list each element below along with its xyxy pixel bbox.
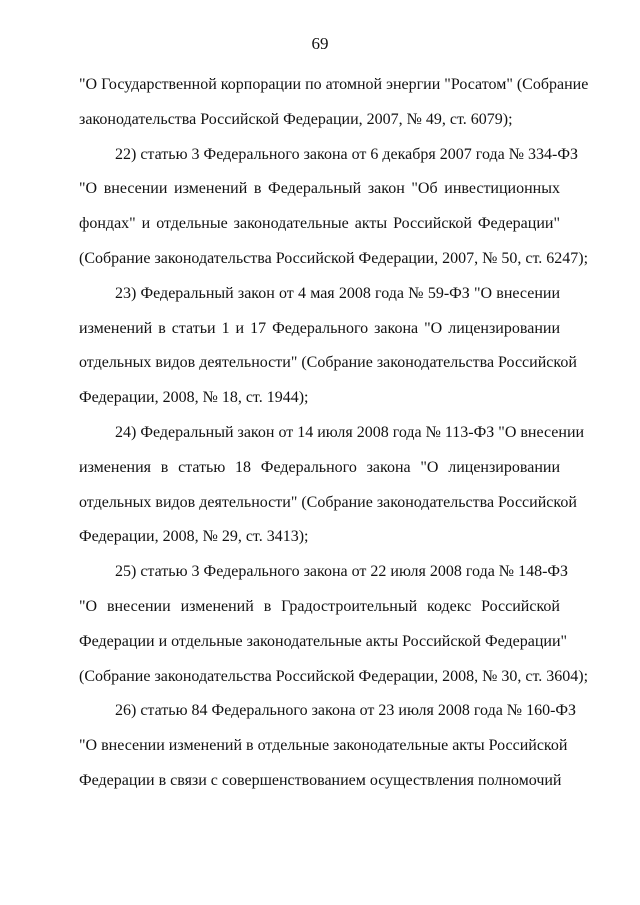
list-item-23: 23) Федеральный закон от 4 мая 2008 года № 59-ФЗ "О внесении xyxy=(115,284,560,302)
text-line: изменения в статью 18 Федерального закона "О лицензировании xyxy=(79,458,560,476)
list-item-22: 22) статью 3 Федерального закона от 6 декабря 2007 года № 334-ФЗ xyxy=(115,145,578,163)
text-line: (Собрание законодательства Российской Федерации, 2007, № 50, ст. 6247); xyxy=(79,249,589,267)
text-line: Федерации, 2008, № 29, ст. 3413); xyxy=(79,528,309,546)
text-line: "О Государственной корпорации по атомной энергии "Росатом" (Собрание xyxy=(79,76,589,93)
text-line: Федерации в связи с совершенствованием осуществления полномочий xyxy=(79,771,562,789)
document-body xyxy=(79,70,589,801)
text-line: Федерации и отдельные законодательные акты Российской Федерации" xyxy=(79,632,568,650)
text-line: "О внесении изменений в Градостроительный кодекс Российской xyxy=(79,597,560,615)
text-line: "О внесении изменений в Федеральный закон "Об инвестиционных xyxy=(79,180,560,198)
text-line: отдельных видов деятельности" (Собрание законодательства Российской xyxy=(79,493,577,511)
text-line: законодательства Российской Федерации, 2007, № 49, ст. 6079); xyxy=(79,110,513,128)
text-line: отдельных видов деятельности" (Собрание законодательства Российской xyxy=(79,354,577,372)
text-line: Федерации, 2008, № 18, ст. 1944); xyxy=(79,389,309,407)
text-line: "О внесении изменений в отдельные законодательные акты Российской xyxy=(79,737,568,755)
text-line: (Собрание законодательства Российской Федерации, 2008, № 30, ст. 3604); xyxy=(79,667,589,685)
text-line: изменений в статьи 1 и 17 Федерального закона "О лицензировании xyxy=(79,319,560,337)
list-item-26: 26) статью 84 Федерального закона от 23 июля 2008 года № 160-ФЗ xyxy=(115,702,577,720)
list-item-25: 25) статью 3 Федерального закона от 22 июля 2008 года № 148-ФЗ xyxy=(115,563,569,581)
list-item-24: 24) Федеральный закон от 14 июля 2008 года № 113-ФЗ "О внесении xyxy=(115,423,585,441)
text-line: фондах" и отдельные законодательные акты Российской Федерации" xyxy=(79,215,560,233)
page-number: 69 xyxy=(311,34,329,53)
